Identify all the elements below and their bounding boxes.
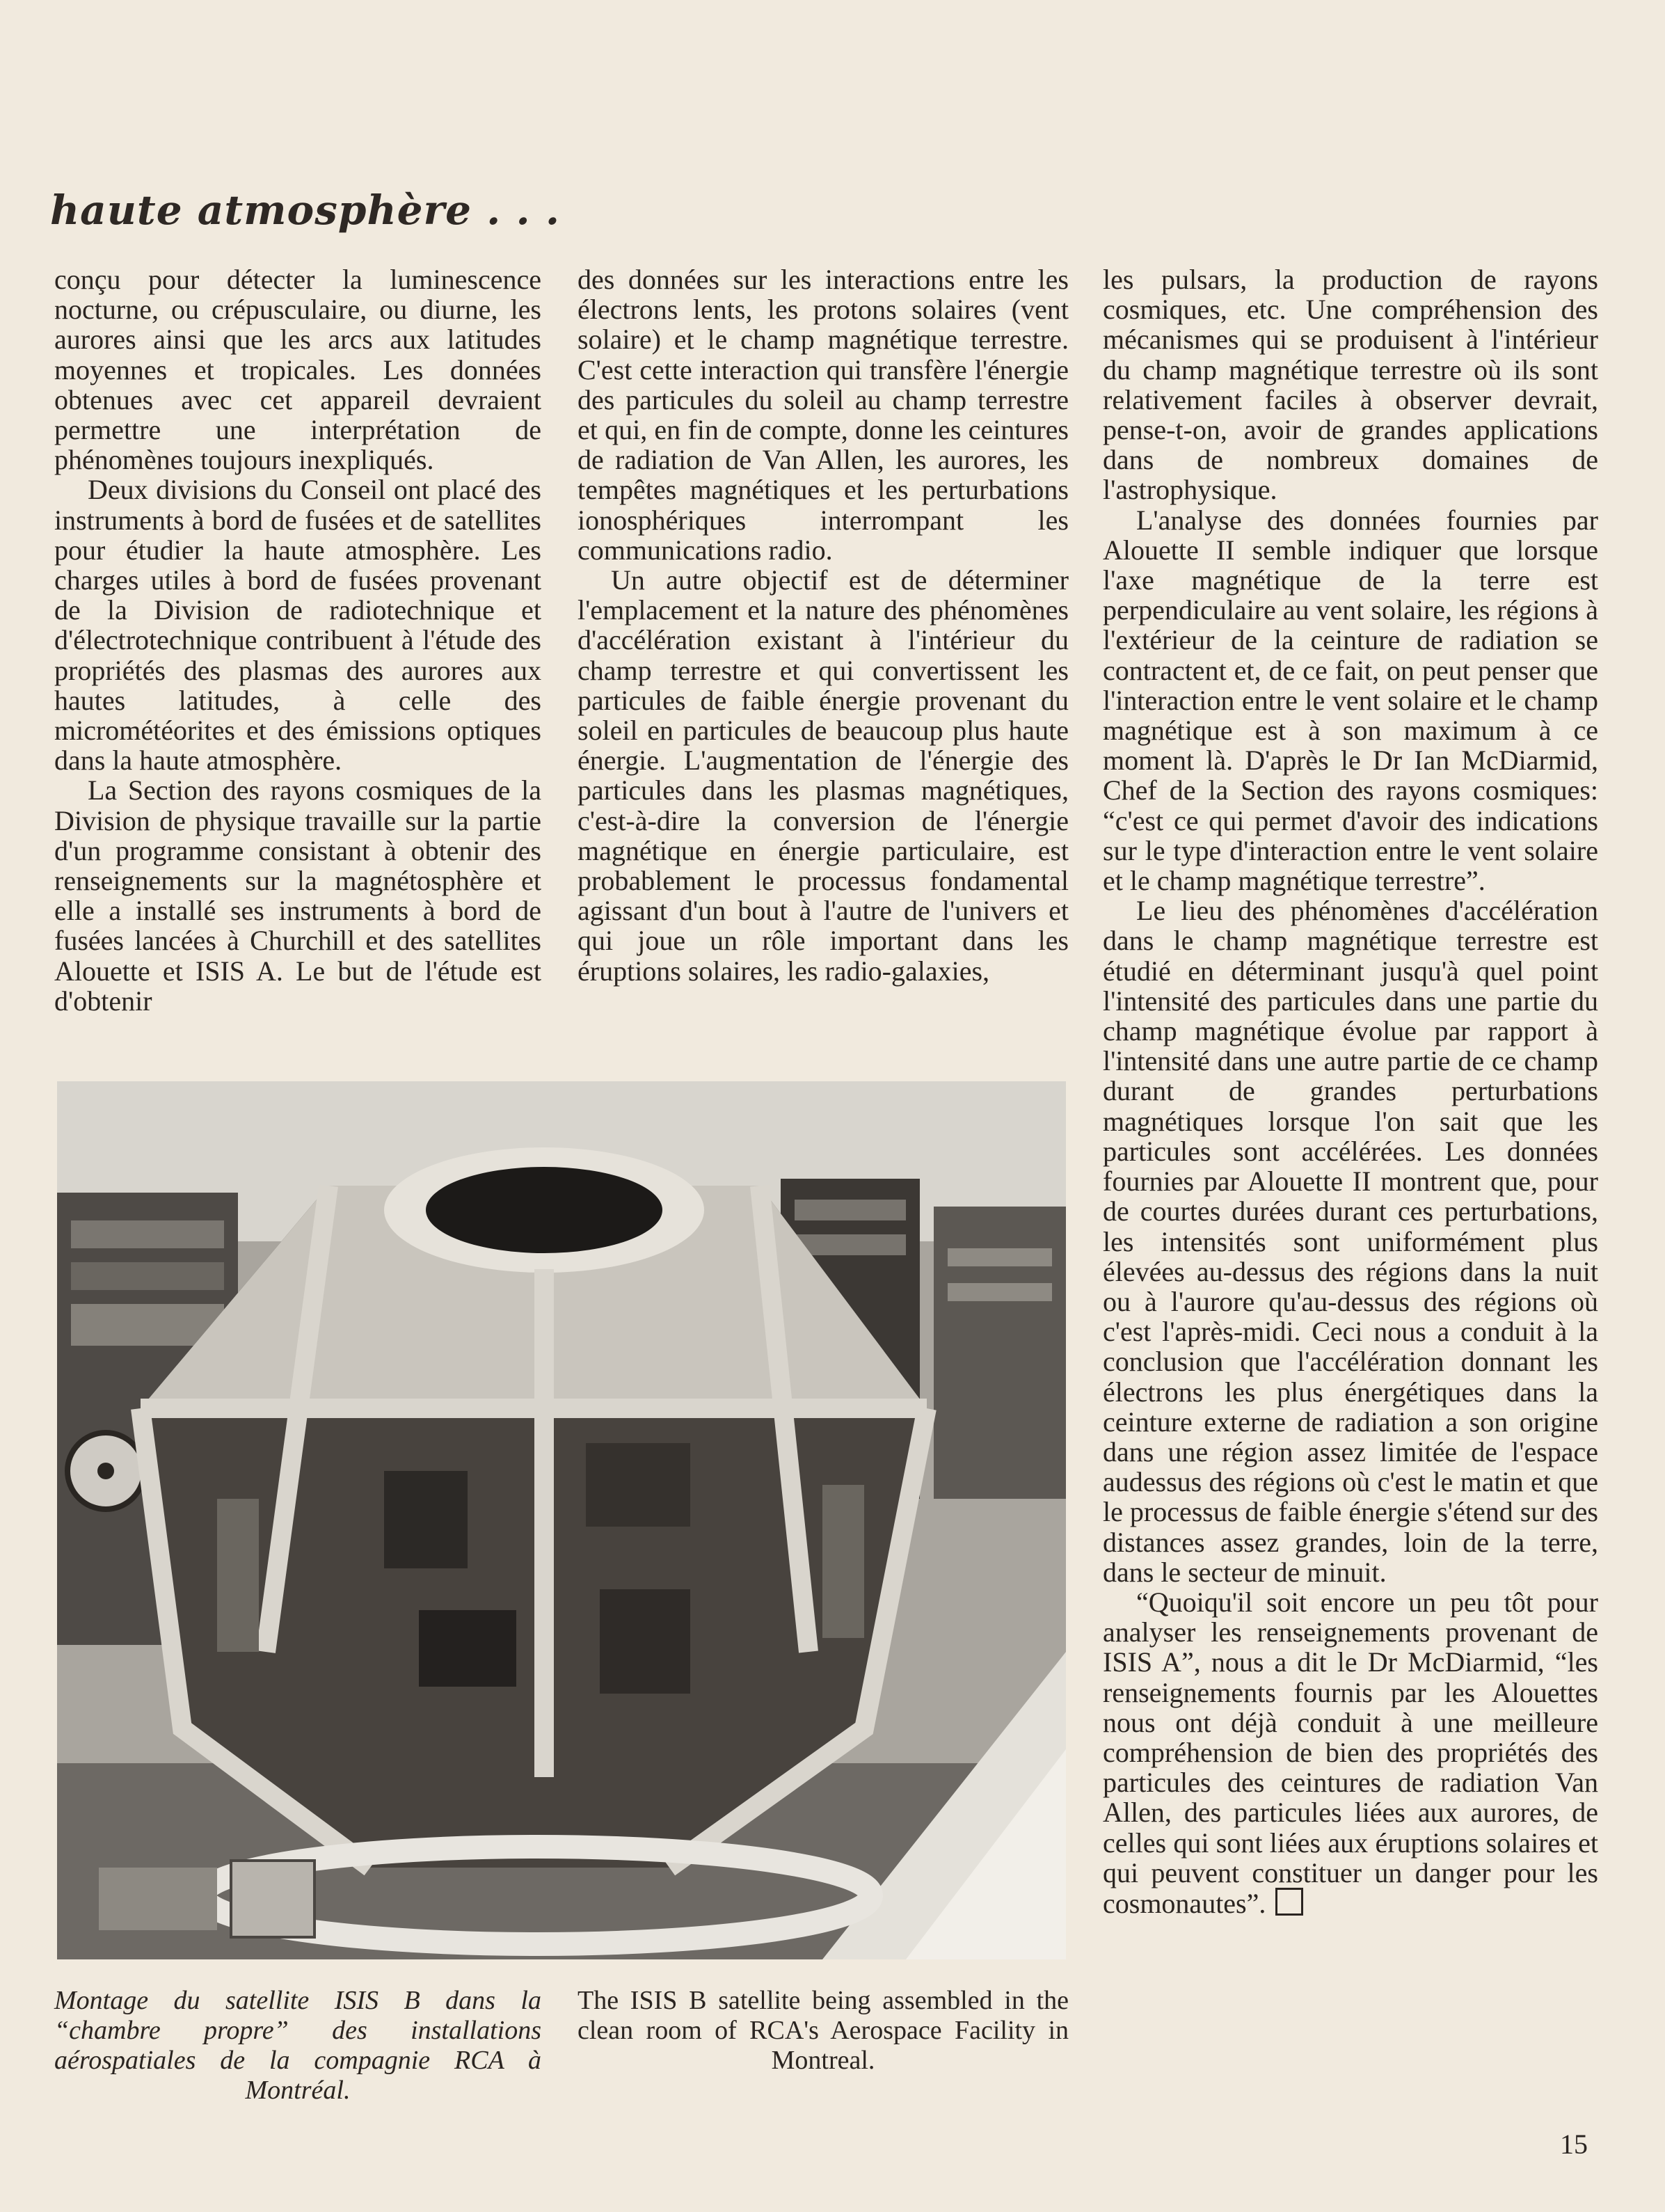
- paragraph: les pulsars, la production de rayons cosmiques, etc. Une compréhension des mécanismes qui se produisent à l'intérieur du champ magnétique terrestre où ils sont relativement faciles à observer devrait, pense-t-on, avoir de grandes applications dans de nombreux domaines de l'astrophysique.: [1103, 264, 1598, 506]
- text-column-3: [1103, 264, 1598, 1918]
- caption-english: The ISIS B satellite being assembled in the clean room of RCA's Aerospace Facility in Montreal.: [577, 1986, 1069, 2075]
- paragraph: La Section des rayons cosmiques de la Division de physique travaille sur la partie d'un programme consistant à obtenir des renseignements sur la magnétosphère et elle a installé ses instruments à bord de fusées lancées à Churchill et des satellites Alouette et ISIS A. Le but de l'étude est d'obtenir: [54, 774, 541, 1017]
- paragraph: L'analyse des données fournies par Alouette II semble indiquer que lorsque l'axe magnétique de la terre est perpendiculaire au vent solaire, les régions à l'extérieur de la ceinture de radiation se contractent et, de ce fait, on peut penser que l'interaction entre le vent solaire et le champ magnétique est à son maximum à ce moment là. D'après le Dr Ian McDiarmid, Chef de la Section des rayons cosmiques: “c'est ce qui permet d'avoir des indications sur le type d'interaction entre le vent solaire et le champ magnétique terrestre”.: [1103, 504, 1598, 897]
- satellite-photo: [57, 1081, 1066, 1959]
- paragraph: conçu pour détecter la luminescence nocturne, ou crépusculaire, ou diurne, les aurores ainsi que les arcs aux latitudes moyennes et tropicales. Les données obtenues avec cet appareil devraient permettre une interprétation de phénomènes toujours inexpliqués.: [54, 264, 541, 476]
- page-number: 15: [1560, 2129, 1588, 2160]
- caption-french: Montage du satellite ISIS B dans la “chambre propre” des installations aérospatiales de la compagnie RCA à Montréal.: [54, 1986, 541, 2105]
- text-column-1: [54, 264, 541, 1016]
- paragraph: des données sur les interactions entre les électrons lents, les protons solaires (vent solaire) et le champ magnétique terrestre. C'est cette interaction qui transfère l'énergie des particules du soleil au champ terrestre et qui, en fin de compte, donne les ceintures de radiation de Van Allen, les aurores, les tempêtes magnétiques et les perturbations ionosphériques interrompant les communications radio.: [577, 264, 1069, 566]
- paragraph: Le lieu des phénomènes d'accélération dans le champ magnétique terrestre est étudié en déterminant jusqu'à quel point l'intensité des particules dans une partie du champ magnétique évolue par rapport à l'intensité dans une autre partie de ce champ durant de grandes perturbations magnétiques lorsque l'on sait que les particules sont accélérées. Les données fournies par Alouette II montrent que, pour de courtes durées durant ces perturbations, les intensités sont uniformément plus élevées au-dessus des régions dans la nuit ou à l'aurore qu'au-dessus des régions où c'est l'après-midi. Ceci nous a conduit à la conclusion que l'accélération donnant les électrons les plus énergétiques dans la ceinture externe de radiation a son origine dans une région assez limitée de l'espace audessus des régions où c'est le matin et que le processus de faible énergie s'étend sur des distances assez grandes, loin de la terre, dans le secteur de minuit.: [1103, 895, 1598, 1588]
- paragraph: Deux divisions du Conseil ont placé des instruments à bord de fusées et de satellites pour étudier la haute atmosphère. Les charges utiles à bord de fusées provenant de la Division de radiotechnique et d'électrotechnique contribuent à l'étude des propriétés des plasmas des aurores aux hautes latitudes, à celle des micrométéorites et des émissions optiques dans la haute atmosphère.: [54, 474, 541, 777]
- paragraph: “Quoiqu'il soit encore un peu tôt pour analyser les renseignements provenant de ISIS A”, nous a dit le Dr McDiarmid, “les renseignements fournis par les Alouettes nous ont déjà conduit à une meilleure compréhension de bien des propriétés des particules des ceintures de radiation Van Allen, des particules liées aux aurores, de celles qui sont liées aux éruptions solaires et qui peuvent constituer un danger pour les cosmonautes”.: [1103, 1586, 1598, 1919]
- article-heading: haute atmosphère . . .: [50, 186, 561, 234]
- text-column-2: [577, 264, 1069, 986]
- paragraph: Un autre objectif est de déterminer l'emplacement et la nature des phénomènes d'accélération existant à l'intérieur du champ terrestre et qui convertissent les particules de faible énergie provenant du soleil en particules de beaucoup plus haute énergie. L'augmentation de l'énergie des particules dans les plasmas magnétiques, c'est-à-dire la conversion de l'énergie magnétique en énergie particulaire, est probablement le processus fondamental agissant d'un bout à l'autre de l'univers et qui joue un rôle important dans les éruptions solaires, les radio-galaxies,: [577, 564, 1069, 987]
